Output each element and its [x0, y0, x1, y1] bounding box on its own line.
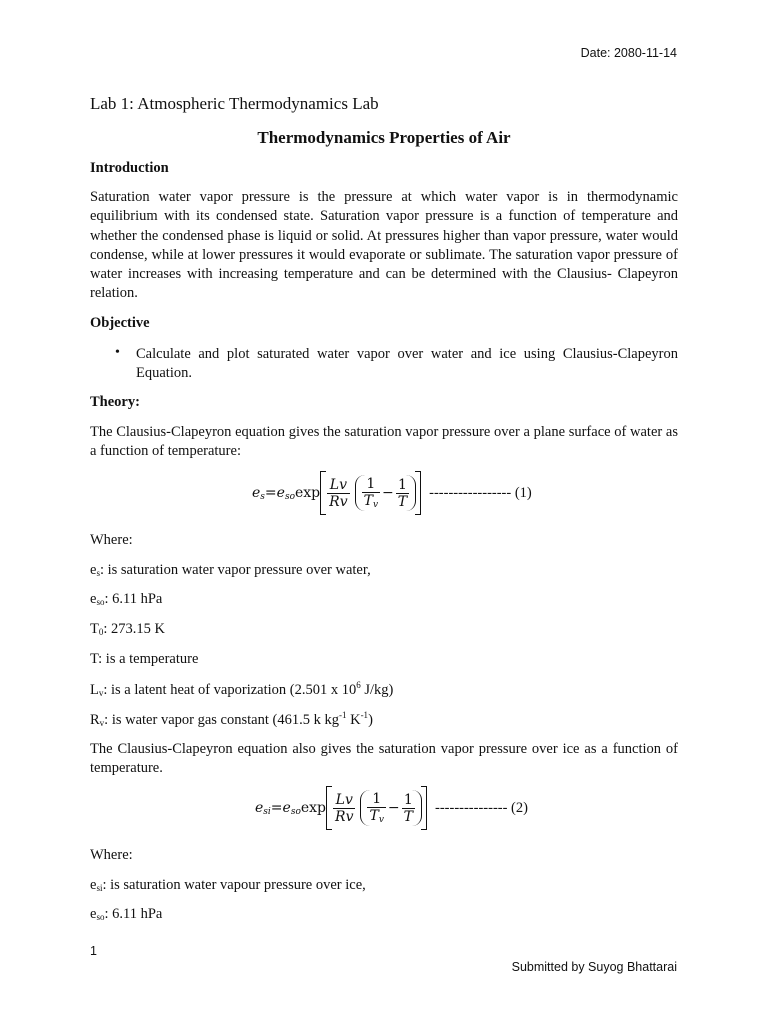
eq1-frac-t: $\frac{1}{T}$	[397, 476, 408, 510]
where-label-2: Where:	[90, 847, 133, 863]
introduction-paragraph: Saturation water vapor pressure is the pressure at which water vapor is in thermodynamic equilibrium with its condensed state. Saturation vapor pressure is a function of temperature and whether the condensed phase is liquid or solid. At pressures higher than vapor pressure, water would condense, while at lower pressures it would evaporate or sublimate. The saturation vapor pressure of water increases with increasing temperature and can be determined with the Clausius- Clapeyron relation.	[90, 189, 678, 302]
def-rv: $R_v$: is water vapor gas constant (461.5 k $kg^{-1}$ $K^{-1}$)	[90, 710, 373, 728]
objective-heading: Objective	[90, 315, 150, 331]
eq1-frac-tv: $\frac{1}{T_v}$	[363, 476, 379, 510]
def-lv: $L_v$: is a latent heat of vaporization (2.501 x $10^6$ J/kg)	[90, 680, 394, 698]
eq2-exp: exp	[300, 800, 327, 816]
theory-paragraph-1: The Clausius-Clapeyron equation gives the saturation vapor pressure over a plane surface of water as a function of temperature:	[90, 424, 678, 460]
eq1-exp: exp	[295, 485, 321, 501]
page-number: 1	[90, 944, 97, 958]
eq2-paren: $\frac{1}{T_v}$ − $\frac{1}{T}$	[360, 790, 422, 826]
def-esi: $e_{si}$: is saturation water vapour pressure over ice,	[90, 877, 366, 893]
date-label: Date: 2080-11-14	[580, 46, 677, 60]
def-eso: $e_{so}$: 6.11 hPa	[90, 591, 163, 607]
bullet-icon: •	[115, 345, 120, 360]
equation-1-number: ----------------- (1)	[429, 484, 532, 501]
eq1-bracket	[320, 471, 421, 515]
eq2-lhs: $e_{si}$	[255, 799, 271, 817]
eq2-e0: $e_{so}$	[282, 799, 301, 817]
where-label-1: Where:	[90, 532, 133, 548]
eq1-equals: =	[264, 485, 277, 501]
def-eso-2: $e_{so}$: 6.11 hPa	[90, 906, 163, 922]
equation-2-number: --------------- (2)	[435, 799, 528, 816]
eq1-e0: $e_{so}$	[276, 484, 295, 502]
equation-1	[252, 471, 532, 515]
submitted-by: Submitted by Suyog Bhattarai	[511, 960, 677, 974]
eq2-equals: =	[270, 800, 283, 816]
document-title: Thermodynamics Properties of Air	[257, 128, 511, 147]
eq2-frac-t: $\frac{1}{T}$	[403, 791, 413, 825]
eq2-lv-rv-fraction: $\frac{Lv}{Rv}$	[335, 791, 354, 825]
eq1-lv-rv-fraction: $\frac{Lv}{Rv}$	[329, 476, 348, 510]
introduction-heading: Introduction	[90, 160, 169, 176]
eq2-bracket	[326, 786, 427, 830]
lab-title: Lab 1: Atmospheric Thermodynamics Lab	[90, 94, 379, 113]
def-t: T: is a temperature	[90, 651, 199, 667]
eq2-frac-tv: $\frac{1}{T_v}$	[369, 791, 384, 825]
theory-heading: Theory:	[90, 394, 140, 410]
def-es: $e_s$: is saturation water vapor pressure over water,	[90, 562, 371, 578]
def-t0: $T_0$: 273.15 K	[90, 621, 165, 637]
equation-2	[255, 786, 528, 830]
objective-bullet: Calculate and plot saturated water vapor over water and ice using Clausius-Clapeyron Equation.	[136, 346, 678, 382]
eq1-paren: $\frac{1}{T_v}$ − $\frac{1}{T}$	[355, 475, 417, 511]
eq1-lhs: $e_s$	[252, 484, 265, 502]
theory-paragraph-2: The Clausius-Clapeyron equation also gives the saturation vapor pressure over ice as a function of temperature.	[90, 741, 678, 777]
